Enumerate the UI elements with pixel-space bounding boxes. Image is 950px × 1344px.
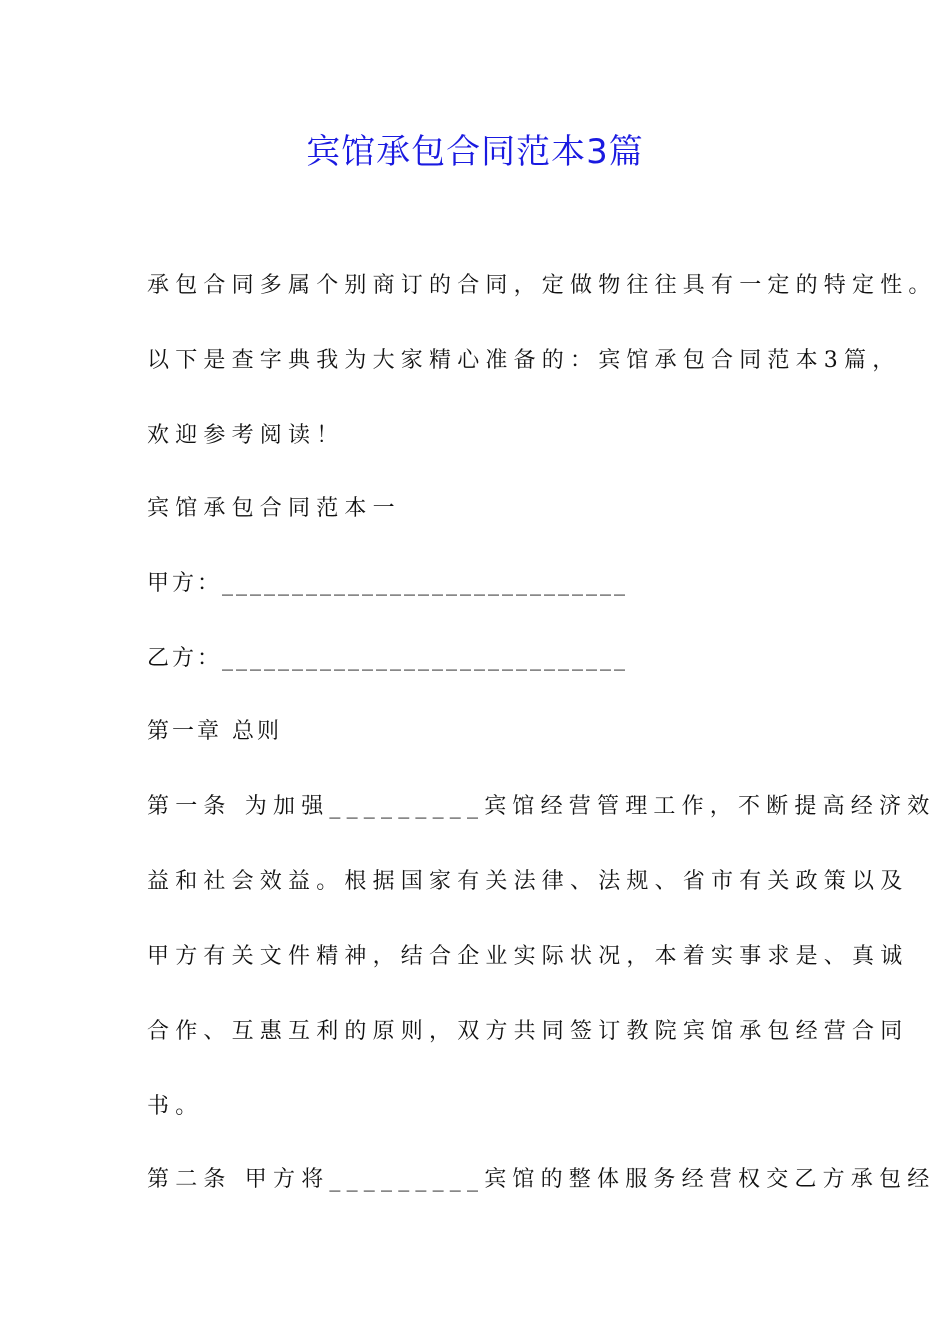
paragraph-line: 欢迎参考阅读！: [147, 423, 345, 448]
paragraph-line: 以下是查字典我为大家精心准备的：宾馆承包合同范本3篇，: [147, 348, 901, 373]
paragraph-line: 第二条 甲方将_________宾馆的整体服务经营权交乙方承包经: [147, 1167, 936, 1192]
paragraph-line: 合作、互惠互利的原则，双方共同签订教院宾馆承包经营合同: [147, 1019, 909, 1044]
section-heading: 宾馆承包合同范本一: [147, 496, 401, 521]
chapter-heading: 第一章 总则: [147, 719, 282, 744]
paragraph-line: 益和社会效益。根据国家有关法律、法规、省市有关政策以及: [147, 869, 909, 894]
paragraph-line: 第一条 为加强_________宾馆经营管理工作，不断提高经济效: [147, 794, 936, 819]
paragraph-line: 承包合同多属个别商订的合同，定做物往往具有一定的特定性。: [147, 273, 937, 298]
party-b-line: 乙方：_____________________________: [147, 646, 629, 671]
paragraph-line: 甲方有关文件精神，结合企业实际状况，本着实事求是、真诚: [147, 944, 909, 969]
paragraph-line: 书。: [147, 1094, 204, 1119]
party-a-line: 甲方：_____________________________: [147, 571, 629, 596]
document-title: 宾馆承包合同范本3篇: [306, 132, 644, 172]
